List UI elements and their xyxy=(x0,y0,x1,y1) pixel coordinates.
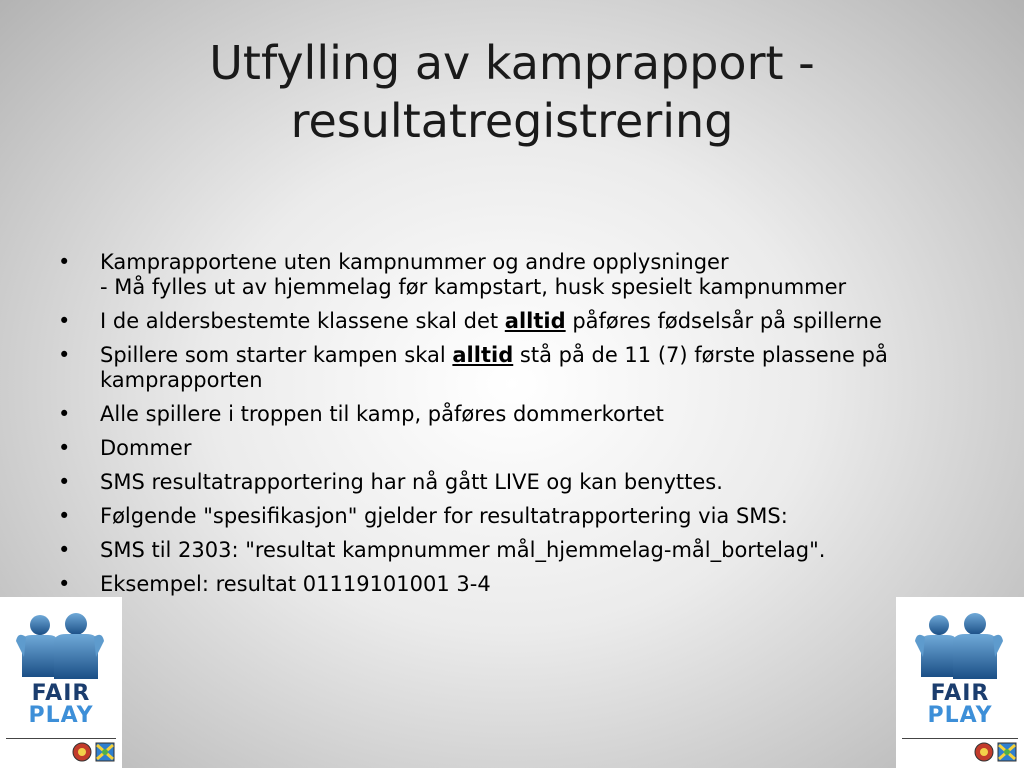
federation-badges-icon xyxy=(974,742,1018,762)
bullet-emphasis: alltid xyxy=(452,343,514,367)
bullet-marker: • xyxy=(58,250,71,274)
bullet-text-after: påføres fødselsår på spillerne xyxy=(565,309,882,333)
fair-play-logo-left xyxy=(0,597,122,768)
bullet-marker: • xyxy=(58,470,71,494)
bullet-marker: • xyxy=(58,572,71,596)
bullet-item xyxy=(58,402,958,427)
bullet-item xyxy=(58,572,958,597)
play-text: PLAY xyxy=(927,703,993,728)
bullet-item xyxy=(58,470,958,495)
bullet-marker: • xyxy=(58,504,71,528)
slide-title xyxy=(80,34,944,150)
bullet-text: SMS resultatrapportering har nå gått LIVE og kan benyttes. xyxy=(100,470,723,494)
bullet-item xyxy=(58,436,958,461)
bullet-marker: • xyxy=(58,402,71,426)
play-text: PLAY xyxy=(28,703,94,728)
bullet-marker: • xyxy=(58,309,71,333)
bullet-marker: • xyxy=(58,343,71,367)
bullet-item xyxy=(58,538,958,563)
bullet-text: Følgende "spesifikasjon" gjelder for resultatrapportering via SMS: xyxy=(100,504,788,528)
logo-divider xyxy=(902,738,1018,739)
bullet-text-before: I de aldersbestemte klassene skal det xyxy=(100,309,505,333)
bullet-text: Alle spillere i troppen til kamp, påføres dommerkortet xyxy=(100,402,664,426)
bullet-item xyxy=(58,343,958,393)
bullet-item xyxy=(58,309,958,334)
bullet-item xyxy=(58,504,958,529)
fair-play-people-icon xyxy=(913,613,1007,681)
bullet-emphasis: alltid xyxy=(504,309,566,333)
fair-text: FAIR xyxy=(930,681,990,706)
bullet-text-before: Spillere som starter kampen skal xyxy=(100,343,453,367)
fair-text: FAIR xyxy=(31,681,91,706)
fair-play-logo-right xyxy=(896,597,1024,768)
title-line-2: resultatregistrering xyxy=(290,94,734,148)
bullet-marker: • xyxy=(58,436,71,460)
bullet-marker: • xyxy=(58,538,71,562)
bullet-text-after: stå på de 11 (7) første plassene på kamprapporten xyxy=(100,343,888,392)
bullet-text: Dommer xyxy=(100,436,192,460)
logo-divider xyxy=(6,738,116,739)
bullet-item xyxy=(58,250,958,300)
fair-play-people-icon xyxy=(14,613,108,681)
federation-badges-icon xyxy=(72,742,116,762)
bullet-text: SMS til 2303: "resultat kampnummer mål_hjemmelag-mål_bortelag". xyxy=(100,538,826,562)
bullet-text: Eksempel: resultat 01119101001 3-4 xyxy=(100,572,491,596)
bullet-list xyxy=(58,250,958,606)
bullet-subtext: - Må fylles ut av hjemmelag før kampstart, husk spesielt kampnummer xyxy=(100,275,847,299)
bullet-text: Kamprapportene uten kampnummer og andre opplysninger xyxy=(100,250,729,274)
title-line-1: Utfylling av kamprapport - xyxy=(209,36,815,90)
